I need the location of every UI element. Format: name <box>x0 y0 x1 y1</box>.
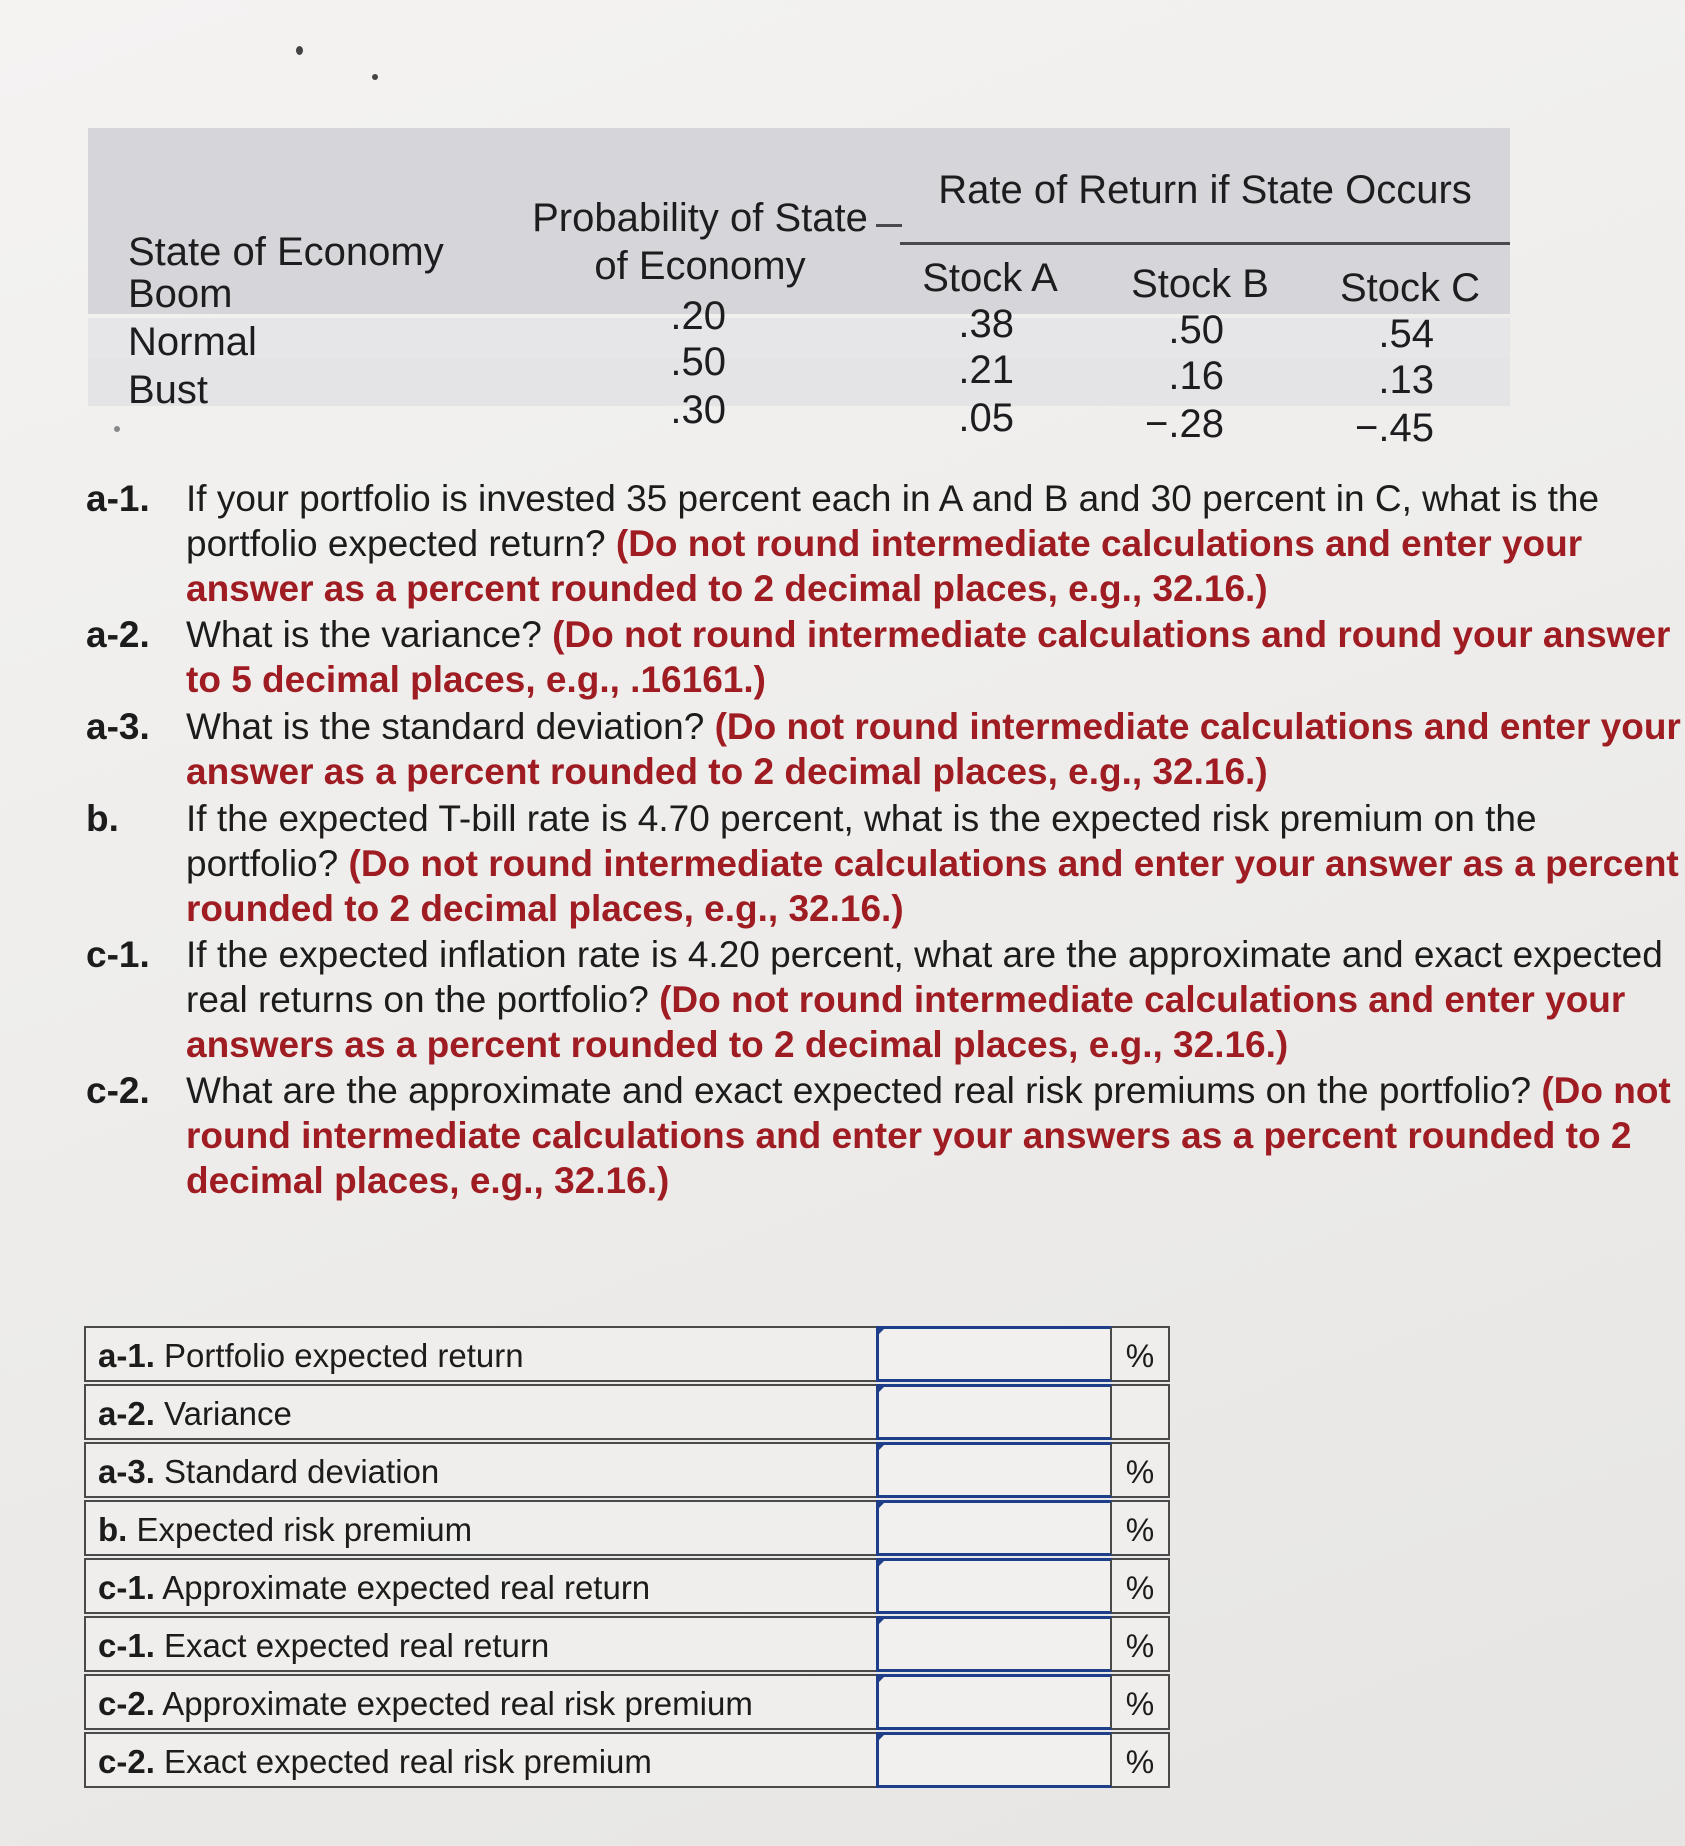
question-instruction: (Do not round intermediate calculations and round your answer to 5 decimal places, e.g., .16161.) <box>186 614 1671 700</box>
answer-part: c-2. <box>98 1743 155 1780</box>
unit-label: % <box>1112 1442 1170 1498</box>
header-return-group: Rate of Return if State Occurs <box>938 168 1472 212</box>
standard-deviation-input[interactable] <box>876 1442 1112 1498</box>
answer-label <box>84 1326 876 1382</box>
question-text: If your portfolio is invested 35 percent each in A and B and 30 percent in C, what is the portfolio expected return? <box>186 478 1600 564</box>
answer-part: a-3. <box>98 1453 155 1490</box>
row-state: Normal <box>128 320 257 364</box>
header-state: State of Economy <box>128 230 444 274</box>
approximate-real-risk-premium-input[interactable] <box>876 1674 1112 1730</box>
row-state: Bust <box>128 368 209 412</box>
answer-text: Standard deviation <box>164 1453 440 1490</box>
question-text: If the expected inflation rate is 4.20 percent, what are the approximate and exact expected real returns on the portfolio? <box>186 934 1663 1020</box>
question-body <box>186 704 1685 794</box>
header-rule <box>876 224 902 227</box>
question-body <box>186 1068 1685 1203</box>
answer-row <box>84 1674 1170 1732</box>
answer-part: c-2. <box>98 1685 155 1722</box>
row-return-b: −.28 <box>1145 402 1224 446</box>
header-stock-c: Stock C <box>1339 266 1481 310</box>
question-label: c-2. <box>86 1070 150 1111</box>
approximate-real-return-input[interactable] <box>876 1558 1112 1614</box>
row-return-a: .21 <box>958 348 1014 392</box>
speck <box>114 426 120 432</box>
answer-text: Exact expected real return <box>164 1627 550 1664</box>
answer-label <box>84 1558 876 1614</box>
expected-risk-premium-input[interactable] <box>876 1500 1112 1556</box>
unit-label: % <box>1112 1674 1170 1730</box>
answer-part: a-1. <box>98 1337 155 1374</box>
question-label: a-2. <box>86 614 150 655</box>
unit-label: % <box>1112 1558 1170 1614</box>
row-return-b: .16 <box>1168 354 1224 398</box>
question-label: c-1. <box>86 934 150 975</box>
question-text: What is the variance? <box>186 614 542 655</box>
row-return-c: .54 <box>1378 312 1434 356</box>
question-text: What are the approximate and exact expected real risk premiums on the portfolio? <box>186 1070 1532 1111</box>
variance-input[interactable] <box>876 1384 1112 1440</box>
speck <box>296 46 303 55</box>
unit-label: % <box>1112 1732 1170 1788</box>
question-instruction: (Do not round intermediate calculations and enter your answers as a percent rounded to 2 decimal places, e.g., 32.16.) <box>186 1070 1671 1201</box>
header-probability-line2: of Economy <box>594 244 806 288</box>
question-instruction: (Do not round intermediate calculations and enter your answer as a percent rounded to 2 decimal places, e.g., 32.16.) <box>186 706 1681 792</box>
row-return-c: .13 <box>1378 358 1434 402</box>
row-probability: .30 <box>670 388 726 432</box>
answer-part: a-2. <box>98 1395 155 1432</box>
question-body <box>186 796 1685 931</box>
answer-label <box>84 1384 876 1440</box>
portfolio-expected-return-input[interactable] <box>876 1326 1112 1382</box>
row-return-a: .38 <box>958 302 1014 346</box>
question-label: a-3. <box>86 706 150 747</box>
answer-label <box>84 1674 876 1730</box>
row-return-b: .50 <box>1168 308 1224 352</box>
header-stock-a: Stock A <box>922 256 1058 300</box>
answer-part: b. <box>98 1511 128 1548</box>
unit-label: % <box>1112 1616 1170 1672</box>
answer-part: c-1. <box>98 1627 155 1664</box>
exact-real-risk-premium-input[interactable] <box>876 1732 1112 1788</box>
answer-text: Exact expected real risk premium <box>164 1743 652 1780</box>
answer-row <box>84 1558 1170 1616</box>
answer-label <box>84 1616 876 1672</box>
question-text: What is the standard deviation? <box>186 706 705 747</box>
question-body <box>186 612 1685 702</box>
unit-label: % <box>1112 1500 1170 1556</box>
row-return-a: .05 <box>958 396 1014 440</box>
question-instruction: (Do not round intermediate calculations and enter your answer as a percent rounded to 2 decimal places, e.g., 32.16.) <box>186 523 1583 609</box>
question-label: b. <box>86 798 119 839</box>
row-probability: .50 <box>670 340 726 384</box>
row-state: Boom <box>128 272 233 316</box>
answer-row <box>84 1384 1170 1442</box>
answer-label <box>84 1442 876 1498</box>
answer-text: Variance <box>164 1395 292 1432</box>
header-probability-line1: Probability of State <box>532 196 868 240</box>
header-stock-b: Stock B <box>1131 262 1269 306</box>
answer-row <box>84 1442 1170 1500</box>
unit-label: % <box>1112 1326 1170 1382</box>
row-return-c: −.45 <box>1355 406 1434 450</box>
answer-text: Approximate expected real risk premium <box>162 1685 753 1722</box>
answer-row <box>84 1616 1170 1674</box>
exact-real-return-input[interactable] <box>876 1616 1112 1672</box>
question-instruction: (Do not round intermediate calculations and enter your answer as a percent rounded to 2 decimal places, e.g., 32.16.) <box>186 843 1679 929</box>
answer-label <box>84 1500 876 1556</box>
answer-label <box>84 1732 876 1788</box>
question-body <box>186 932 1685 1067</box>
question-text: If the expected T-bill rate is 4.70 percent, what is the expected risk premium on the portfolio? <box>186 798 1537 884</box>
row-probability: .20 <box>670 294 726 338</box>
answer-row <box>84 1500 1170 1558</box>
header-group-rule <box>900 242 1510 245</box>
answer-text: Approximate expected real return <box>162 1569 651 1606</box>
question-body <box>186 476 1685 611</box>
answer-row <box>84 1732 1170 1790</box>
question-label: a-1. <box>86 478 150 519</box>
unit-label <box>1112 1384 1170 1440</box>
answer-text: Expected risk premium <box>136 1511 473 1548</box>
answer-row <box>84 1326 1170 1384</box>
answer-text: Portfolio expected return <box>164 1337 524 1374</box>
answer-part: c-1. <box>98 1569 155 1606</box>
speck <box>372 74 378 80</box>
question-instruction: (Do not round intermediate calculations and enter your answers as a percent rounded to 2 decimal places, e.g., 32.16.) <box>186 979 1626 1065</box>
